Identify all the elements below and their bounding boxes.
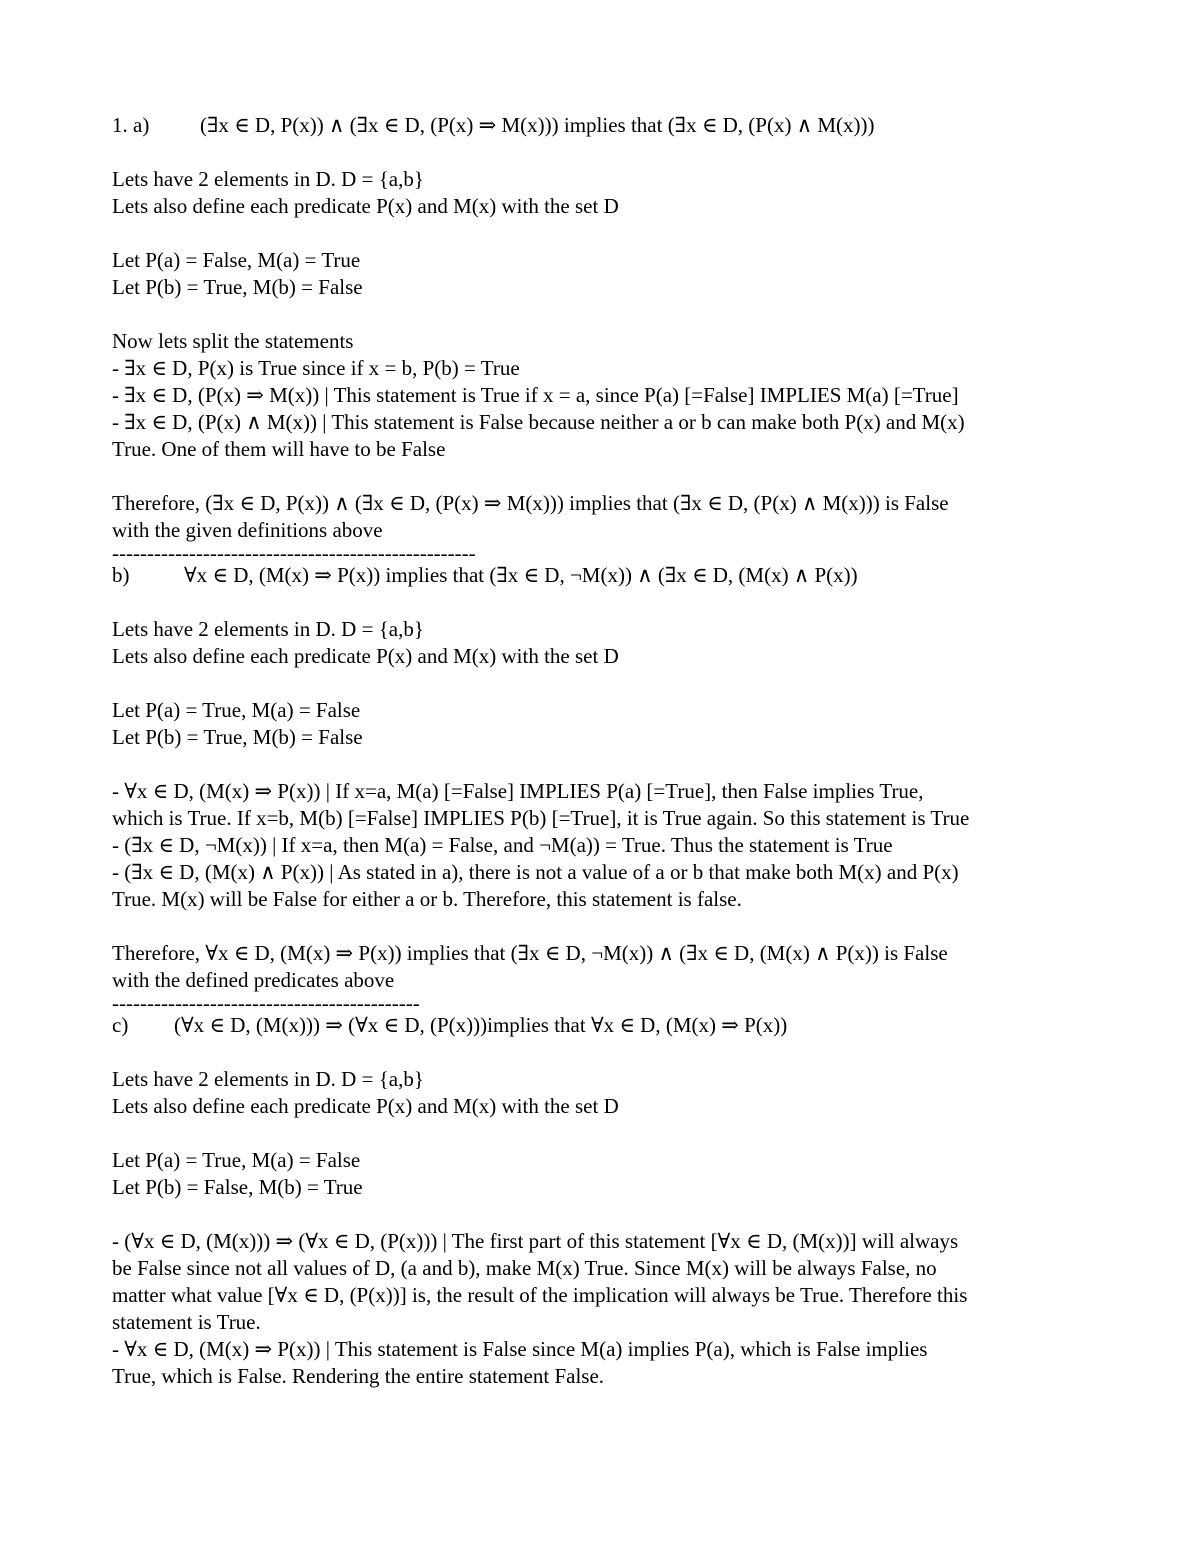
part-c-heading	[112, 1012, 1102, 1039]
part-b-setup-2: Lets also define each predicate P(x) and M(x) with the set D	[112, 644, 619, 668]
part-a-split-intro: Now lets split the statements	[112, 329, 354, 353]
part-b-divider: --------------------------------------------	[112, 994, 420, 1012]
part-b-step-2: - (∃x ∈ D, ¬M(x)) | If x=a, then M(a) = False, and ¬M(a)) = True. Thus the statement is True	[112, 833, 893, 857]
part-a-def-1: Let P(a) = False, M(a) = True	[112, 248, 361, 272]
part-c-step-2a: - ∀x ∈ D, (M(x) ⇒ P(x)) | This statement is False since M(a) implies P(a), which is False implies	[112, 1337, 928, 1361]
part-c-label: c)	[112, 1013, 129, 1037]
part-a-heading	[112, 112, 1102, 139]
part-a-conclusion-2: with the given definitions above	[112, 518, 383, 542]
part-b-def-1: Let P(a) = True, M(a) = False	[112, 698, 361, 722]
part-a-label: 1. a)	[112, 113, 150, 137]
part-a-step-2: - ∃x ∈ D, (P(x) ⇒ M(x)) | This statement is True if x = a, since P(a) [=False] IMPLIES M(a) [=True]	[112, 383, 959, 407]
part-b-heading	[112, 562, 1102, 589]
part-c-setup-1: Lets have 2 elements in D. D = {a,b}	[112, 1067, 424, 1091]
part-b-conclusion-1: Therefore, ∀x ∈ D, (M(x) ⇒ P(x)) implies that (∃x ∈ D, ¬M(x)) ∧ (∃x ∈ D, (M(x) ∧ P(x)) is False	[112, 941, 948, 965]
part-b-conclusion-2: with the defined predicates above	[112, 968, 395, 992]
part-c-statement: (∀x ∈ D, (M(x))) ⇒ (∀x ∈ D, (P(x)))implies that ∀x ∈ D, (M(x) ⇒ P(x))	[174, 1013, 788, 1037]
part-a-setup-2: Lets also define each predicate P(x) and M(x) with the set D	[112, 194, 619, 218]
part-b-step-3a: - (∃x ∈ D, (M(x) ∧ P(x)) | As stated in a), there is not a value of a or b that make both M(x) and P(x)	[112, 860, 959, 884]
part-b-step-3b: True. M(x) will be False for either a or b. Therefore, this statement is false.	[112, 887, 742, 911]
part-a-statement: (∃x ∈ D, P(x)) ∧ (∃x ∈ D, (P(x) ⇒ M(x))) implies that (∃x ∈ D, (P(x) ∧ M(x)))	[200, 113, 875, 137]
part-b-step-1a: - ∀x ∈ D, (M(x) ⇒ P(x)) | If x=a, M(a) [=False] IMPLIES P(a) [=True], then False implies True,	[112, 779, 924, 803]
part-b-label: b)	[112, 563, 130, 587]
part-b-step-1b: which is True. If x=b, M(b) [=False] IMPLIES P(b) [=True], it is True again. So this statement is True	[112, 806, 970, 830]
part-c-step-1c: matter what value [∀x ∈ D, (P(x))] is, the result of the implication will always be True. Therefore this	[112, 1283, 968, 1307]
part-c-step-1d: statement is True.	[112, 1310, 261, 1334]
part-c-def-2: Let P(b) = False, M(b) = True	[112, 1175, 363, 1199]
part-b-setup-1: Lets have 2 elements in D. D = {a,b}	[112, 617, 424, 641]
part-a-divider: ----------------------------------------------------	[112, 544, 476, 562]
part-c-step-1a: - (∀x ∈ D, (M(x))) ⇒ (∀x ∈ D, (P(x))) | The first part of this statement [∀x ∈ D, (M(x))] will always	[112, 1229, 959, 1253]
part-b-statement: ∀x ∈ D, (M(x) ⇒ P(x)) implies that (∃x ∈ D, ¬M(x)) ∧ (∃x ∈ D, (M(x) ∧ P(x))	[184, 563, 858, 587]
part-a-conclusion-1: Therefore, (∃x ∈ D, P(x)) ∧ (∃x ∈ D, (P(x) ⇒ M(x))) implies that (∃x ∈ D, (P(x) ∧ M(x))) is False	[112, 491, 949, 515]
part-c-step-1b: be False since not all values of D, (a and b), make M(x) True. Since M(x) will be always False, no	[112, 1256, 937, 1280]
part-a-setup-1: Lets have 2 elements in D. D = {a,b}	[112, 167, 424, 191]
part-c-setup-2: Lets also define each predicate P(x) and M(x) with the set D	[112, 1094, 619, 1118]
part-a-def-2: Let P(b) = True, M(b) = False	[112, 275, 363, 299]
document-body	[112, 112, 1102, 1390]
part-c-def-1: Let P(a) = True, M(a) = False	[112, 1148, 361, 1172]
part-a-step-3a: - ∃x ∈ D, (P(x) ∧ M(x)) | This statement is False because neither a or b can make both P(x) and M(x)	[112, 410, 965, 434]
part-a-step-1: - ∃x ∈ D, P(x) is True since if x = b, P(b) = True	[112, 356, 520, 380]
part-a-step-3b: True. One of them will have to be False	[112, 437, 446, 461]
part-b-def-2: Let P(b) = True, M(b) = False	[112, 725, 363, 749]
part-c-step-2b: True, which is False. Rendering the entire statement False.	[112, 1364, 605, 1388]
